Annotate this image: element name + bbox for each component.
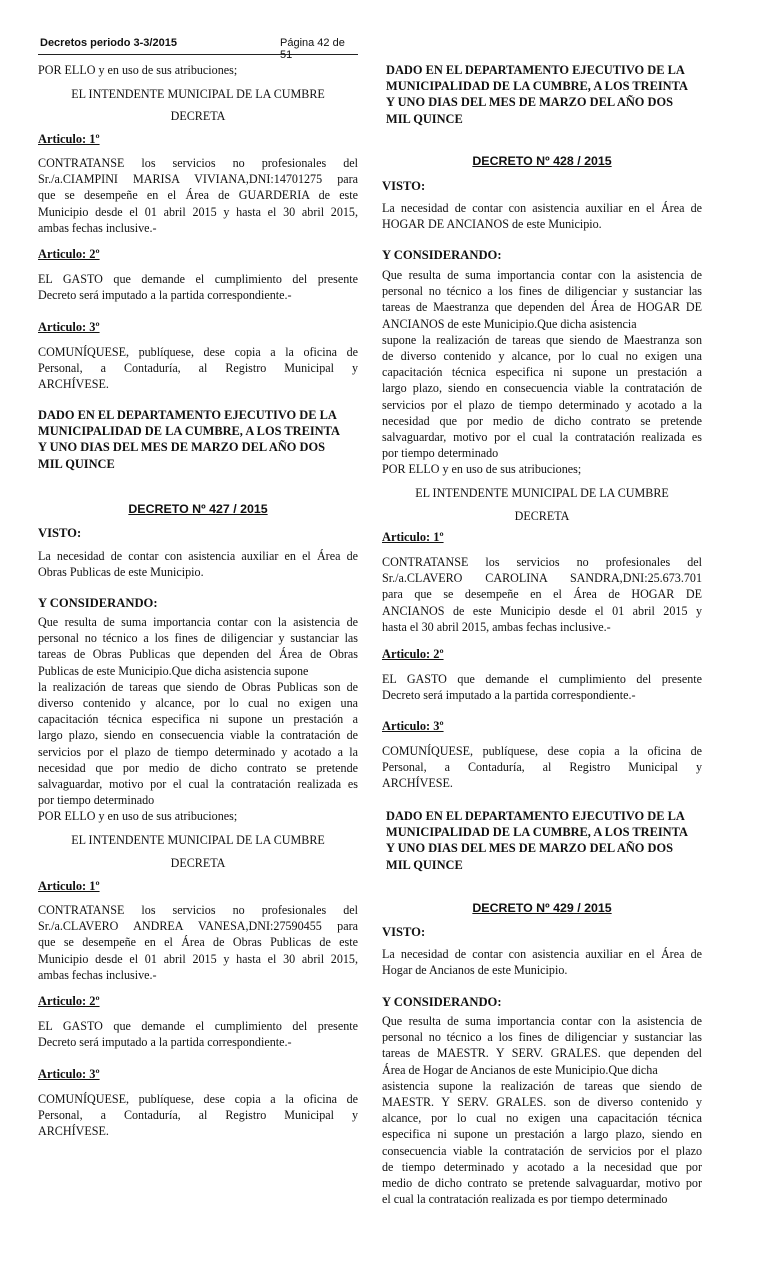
visto-text: La necesidad de contar con asistencia auxiliar en el Área de Obras Publicas de este Municipio. xyxy=(38,549,358,580)
intendente-line: EL INTENDENTE MUNICIPAL DE LA CUMBRE xyxy=(71,833,325,847)
por-ello-line: POR ELLO y en uso de sus atribuciones; xyxy=(38,809,238,823)
decreto-427-title: DECRETO Nº 427 / 2015 xyxy=(128,502,268,516)
articulo-1-text: CONTRATANSE los servicios no profesionales del Sr./a.CIAMPINI MARISA VIVIANA,DNI:14701275 para que se desempeñe en el Área de GUARDERIA de este Municipio desde el 01 abril 2015 y hasta el 30 abril 2015, ambas fechas inclusive.- xyxy=(38,156,358,235)
articulo-3-text: COMUNÍQUESE, publíquese, dese copia a la oficina de Personal, a Contaduría, al Registro Municipal y ARCHÍVESE. xyxy=(38,1092,358,1139)
por-ello-line: POR ELLO y en uso de sus atribuciones; xyxy=(382,462,582,476)
page-header xyxy=(38,34,358,61)
visto-text: La necesidad de contar con asistencia auxiliar en el Área de HOGAR DE ANCIANOS de este Municipio. xyxy=(382,201,702,232)
articulo-2-label: Articulo: 2º xyxy=(382,647,444,661)
articulo-2-text: EL GASTO que demande el cumplimiento del presente Decreto será imputado a la partida correspondiente.- xyxy=(38,272,358,303)
header-page-number: Página 42 de 51 xyxy=(280,37,345,61)
articulo-2-label: Articulo: 2º xyxy=(38,247,100,261)
intendente-line: EL INTENDENTE MUNICIPAL DE LA CUMBRE xyxy=(71,87,325,101)
articulo-2-text: EL GASTO que demande el cumplimiento del presente Decreto será imputado a la partida correspondiente.- xyxy=(382,672,702,703)
dado-en-block: DADO EN EL DEPARTAMENTO EJECUTIVO DE LA MUNICIPALIDAD DE LA CUMBRE, A LOS TREINTA Y UNO DIAS DEL MES DE MARZO DEL AÑO DOS MIL QUINCE xyxy=(386,63,688,126)
visto-label: VISTO: xyxy=(382,925,426,939)
articulo-1-label: Articulo: 1º xyxy=(382,530,444,544)
articulo-3-text: COMUNÍQUESE, publíquese, dese copia a la oficina de Personal, a Contaduría, al Registro Municipal y ARCHÍVESE. xyxy=(382,744,702,791)
decreta-line: DECRETA xyxy=(170,109,226,123)
considerando-text: Que resulta de suma importancia contar con la asistencia de personal no técnico a los fines de diligenciar y sustanciar las tareas de Obras Publicas que dependen del Área de Obras Publicas de este Municipio.Que dicha asistencia supone la realización de tareas que siendo de Obras Publicas son de diverso contenido y alcance, por lo cual no exigen una capacitación técnica especifica ni supone un prestación a largo plazo, siendo en consecuencia viable la contratación de servicios por el plazo de tiempo determinado y acotado a la necesidad que por medio de dicho contrato se pretende salvaguardar, motivo por el cual la contratación realizada es por tiempo determinado xyxy=(38,615,358,808)
considerando-text: Que resulta de suma importancia contar con la asistencia de personal no técnico a los fines de diligenciar y sustanciar las tareas de Maestranza que dependen del Área de HOGAR DE ANCIANOS de este Municipio.Que dicha asistencia supone la realización de tareas que siendo de Maestranza son de diverso contenido y alcance, por lo cual no exigen una capacitación técnica especifica ni supone un prestación a largo plazo, siendo en consecuencia viable la contratación de servicios por el plazo de tiempo determinado y acotado a la necesidad que por medio de dicho contrato se pretende salvaguardar, motivo por el cual la contratación realizada es por tiempo determinado xyxy=(382,268,702,461)
articulo-1-text: CONTRATANSE los servicios no profesionales del Sr./a.CLAVERO CAROLINA SANDRA,DNI:25.673.701 para que se desempeñe en el Área de HOGAR DE ANCIANOS de este Municipio desde el 01 abril 2015 y hasta el 30 abril 2015, ambas fechas inclusive.- xyxy=(382,555,702,634)
decreto-428-title: DECRETO Nº 428 / 2015 xyxy=(472,154,612,168)
considerando-label: Y CONSIDERANDO: xyxy=(38,596,158,610)
por-ello-line: POR ELLO y en uso de sus atribuciones; xyxy=(38,63,238,77)
decreto-429-title: DECRETO Nº 429 / 2015 xyxy=(472,901,612,915)
considerando-text: Que resulta de suma importancia contar con la asistencia de personal no técnico a los fines de diligenciar y sustanciar las tareas de MAESTR. Y SERV. GRALES. que dependen del Área de Hogar de Ancianos de este Municipio.Que dicha asistencia supone la realización de tareas que siendo de MAESTR. Y SERV. GRALES. son de diverso contenido y alcance, por lo cual no exigen una capacitación técnica especifica ni supone un prestación a largo plazo, siendo en consecuencia viable la contratación de servicios por el plazo de tiempo determinado y acotado a la necesidad que por medio de dicho contrato se pretende salvaguardar, motivo por el cual la contratación realizada es por tiempo determinado xyxy=(382,1014,702,1207)
considerando-label: Y CONSIDERANDO: xyxy=(382,248,502,262)
dado-en-block: DADO EN EL DEPARTAMENTO EJECUTIVO DE LA MUNICIPALIDAD DE LA CUMBRE, A LOS TREINTA Y UNO DIAS DEL MES DE MARZO DEL AÑO DOS MIL QUINCE xyxy=(386,809,688,872)
articulo-2-label: Articulo: 2º xyxy=(38,994,100,1008)
visto-label: VISTO: xyxy=(382,179,426,193)
decreta-line: DECRETA xyxy=(514,509,570,523)
articulo-3-label: Articulo: 3º xyxy=(38,320,100,334)
decreta-line: DECRETA xyxy=(170,856,226,870)
articulo-3-label: Articulo: 3º xyxy=(38,1067,100,1081)
articulo-1-label: Articulo: 1º xyxy=(38,879,100,893)
intendente-line: EL INTENDENTE MUNICIPAL DE LA CUMBRE xyxy=(415,486,669,500)
considerando-label: Y CONSIDERANDO: xyxy=(382,995,502,1009)
dado-en-block: DADO EN EL DEPARTAMENTO EJECUTIVO DE LA MUNICIPALIDAD DE LA CUMBRE, A LOS TREINTA Y UNO DIAS DEL MES DE MARZO DEL AÑO DOS MIL QUINCE xyxy=(38,408,340,471)
visto-text: La necesidad de contar con asistencia auxiliar en el Área de Hogar de Ancianos de este Municipio. xyxy=(382,947,702,978)
articulo-1-text: CONTRATANSE los servicios no profesionales del Sr./a.CLAVERO ANDREA VANESA,DNI:27590455 para que se desempeñe en el Área de Obras Publicas de este Municipio desde el 01 abril 2015 y hasta el 30 abril 2015, ambas fechas inclusive.- xyxy=(38,903,358,982)
articulo-2-text: EL GASTO que demande el cumplimiento del presente Decreto será imputado a la partida correspondiente.- xyxy=(38,1019,358,1050)
articulo-1-label: Articulo: 1º xyxy=(38,132,100,146)
header-period: Decretos periodo 3-3/2015 xyxy=(40,37,177,49)
articulo-3-label: Articulo: 3º xyxy=(382,719,444,733)
articulo-3-text: COMUNÍQUESE, publíquese, dese copia a la oficina de Personal, a Contaduría, al Registro Municipal y ARCHÍVESE. xyxy=(38,345,358,392)
visto-label: VISTO: xyxy=(38,526,82,540)
